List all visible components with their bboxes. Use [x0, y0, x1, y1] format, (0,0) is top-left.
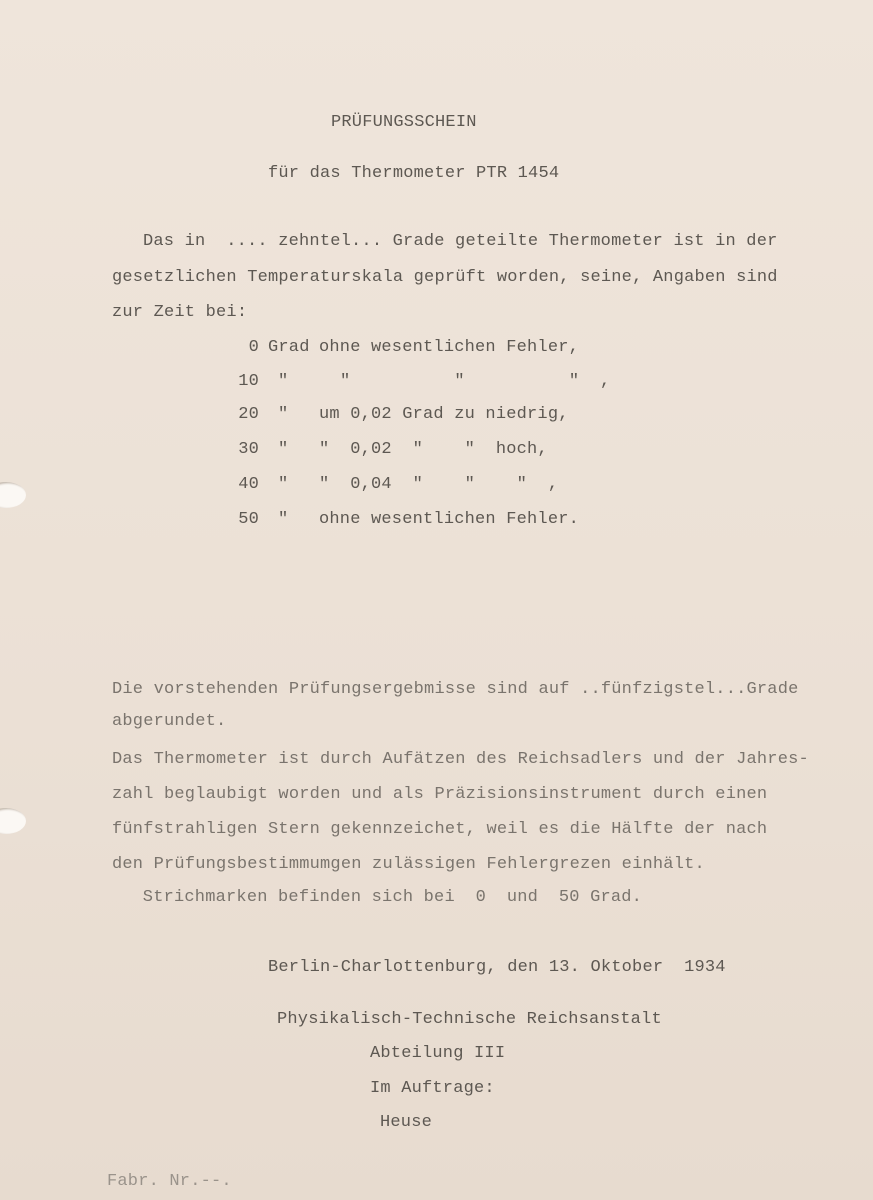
- row-result: " 0,04 " " " ,: [319, 475, 559, 494]
- body-line: zahl beglaubigt worden und als Präzisionsinstrument durch einen: [112, 785, 768, 804]
- on-behalf: Im Auftrage:: [370, 1079, 495, 1098]
- row-unit: ": [278, 405, 289, 424]
- punch-hole: [0, 482, 26, 508]
- row-unit: ": [278, 372, 289, 391]
- row-degree: 10: [238, 372, 259, 391]
- intro-line: zur Zeit bei:: [112, 303, 248, 322]
- body-line: den Prüfungsbestimmumgen zulässigen Fehlergrezen einhält.: [112, 855, 705, 874]
- intro-line: Das in .... zehntel... Grade geteilte Thermometer ist in der: [143, 232, 778, 251]
- institution: Physikalisch-Technische Reichsanstalt: [277, 1010, 662, 1029]
- body-line: Das Thermometer ist durch Aufätzen des Reichsadlers und der Jahres-: [112, 750, 809, 769]
- row-degree: 40: [238, 475, 259, 494]
- punch-hole: [0, 808, 26, 834]
- body-line: fünfstrahligen Stern gekennzeichet, weil es die Hälfte der nach: [112, 820, 768, 839]
- department: Abteilung III: [370, 1044, 506, 1063]
- row-result: ohne wesentlichen Fehler.: [319, 510, 580, 529]
- row-result: " " " ,: [340, 372, 611, 391]
- row-unit: Grad: [268, 338, 310, 357]
- intro-line: gesetzlichen Temperaturskala geprüft worden, seine, Angaben sind: [112, 268, 778, 287]
- row-result: " 0,02 " " hoch,: [319, 440, 548, 459]
- row-result: um 0,02 Grad zu niedrig,: [319, 405, 569, 424]
- row-result: ohne wesentlichen Fehler,: [319, 338, 580, 357]
- row-unit: ": [278, 440, 289, 459]
- document-subtitle: für das Thermometer PTR 1454: [268, 164, 560, 183]
- signatory: Heuse: [380, 1113, 433, 1132]
- row-unit: ": [278, 475, 289, 494]
- row-unit: ": [278, 510, 289, 529]
- body-line: abgerundet.: [112, 712, 227, 731]
- document-title: PRÜFUNGSSCHEIN: [331, 113, 477, 132]
- row-degree: 50: [238, 510, 259, 529]
- body-line: Die vorstehenden Prüfungsergebmisse sind auf ..fünfzigstel...Grade: [112, 680, 799, 699]
- row-degree: 0: [248, 338, 259, 357]
- place-date: Berlin-Charlottenburg, den 13. Oktober 1934: [268, 958, 726, 977]
- body-line: Strichmarken befinden sich bei 0 und 50 Grad.: [122, 888, 643, 907]
- row-degree: 20: [238, 405, 259, 424]
- fabrication-number: Fabr. Nr.--.: [107, 1172, 232, 1191]
- row-degree: 30: [238, 440, 259, 459]
